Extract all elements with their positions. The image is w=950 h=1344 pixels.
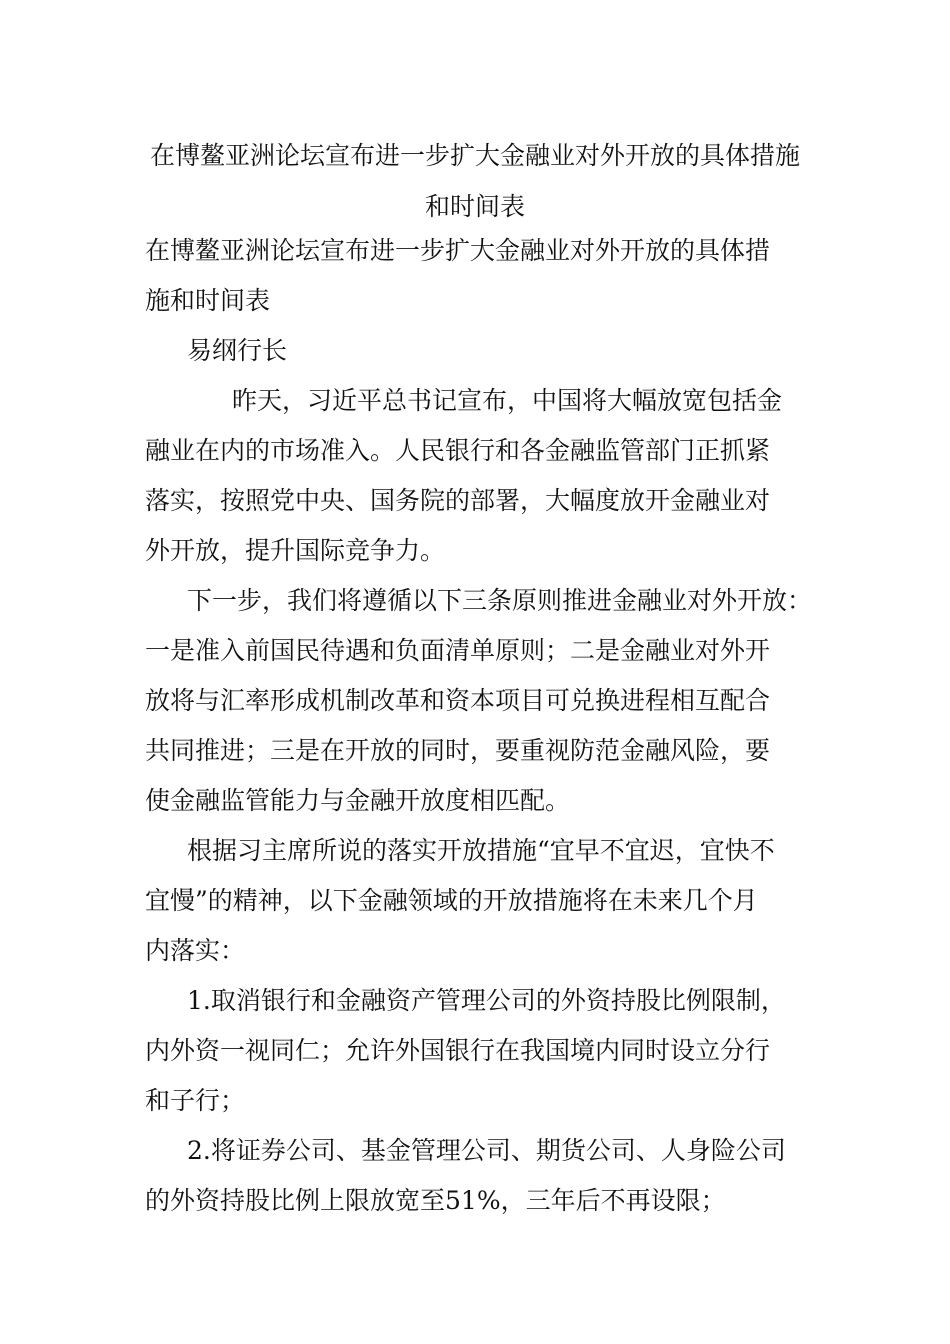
paragraph-2-line-2: 一是准入前国民待遇和负面清单原则；二是金融业对外开 [145, 636, 771, 665]
item-1-line-2: 内外资一视同仁；允许外国银行在我国境内同时设立分行 [145, 1036, 771, 1065]
item-2-line-2: 的外资持股比例上限放宽至51%，三年后不再设限； [145, 1186, 726, 1215]
paragraph-3-line-2: 宜慢”的精神，以下金融领域的开放措施将在未来几个月 [145, 886, 758, 915]
item-1-line-1: 1.取消银行和金融资产管理公司的外资持股比例限制， [187, 986, 786, 1015]
paragraph-1-line-4: 外开放，提升国际竞争力。 [145, 536, 446, 565]
paragraph-2-line-3: 放将与汇率形成机制改革和资本项目可兑换进程相互配合 [145, 686, 771, 715]
document-title: 在博鳌亚洲论坛宣布进一步扩大金融业对外开放的具体措施和时间表 [149, 141, 800, 221]
subtitle-line-1: 在博鳌亚洲论坛宣布进一步扩大金融业对外开放的具体措 [145, 236, 771, 265]
subtitle-line-2: 施和时间表 [145, 286, 271, 315]
paragraph-3-line-1: 根据习主席所说的落实开放措施“宜早不宜迟，宜快不 [187, 836, 775, 865]
item-1-line-3: 和子行； [145, 1086, 246, 1115]
speaker-name: 易纲行长 [187, 336, 288, 365]
paragraph-1-line-3: 落实，按照党中央、国务院的部署，大幅度放开金融业对 [145, 486, 771, 515]
paragraph-2-line-5: 使金融监管能力与金融开放度相匹配。 [145, 786, 571, 815]
paragraph-1-line-2: 融业在内的市场准入。人民银行和各金融监管部门正抓紧 [145, 436, 771, 465]
item-2-line-1: 2.将证券公司、基金管理公司、期货公司、人身险公司 [187, 1136, 786, 1165]
paragraph-2-line-4: 共同推进；三是在开放的同时，要重视防范金融风险，要 [145, 736, 771, 765]
paragraph-3-line-3: 内落实： [145, 936, 246, 965]
paragraph-1-line-1: 昨天，习近平总书记宣布，中国将大幅放宽包括金 [232, 386, 783, 415]
paragraph-2-line-1: 下一步，我们将遵循以下三条原则推进金融业对外开放： [187, 586, 813, 615]
